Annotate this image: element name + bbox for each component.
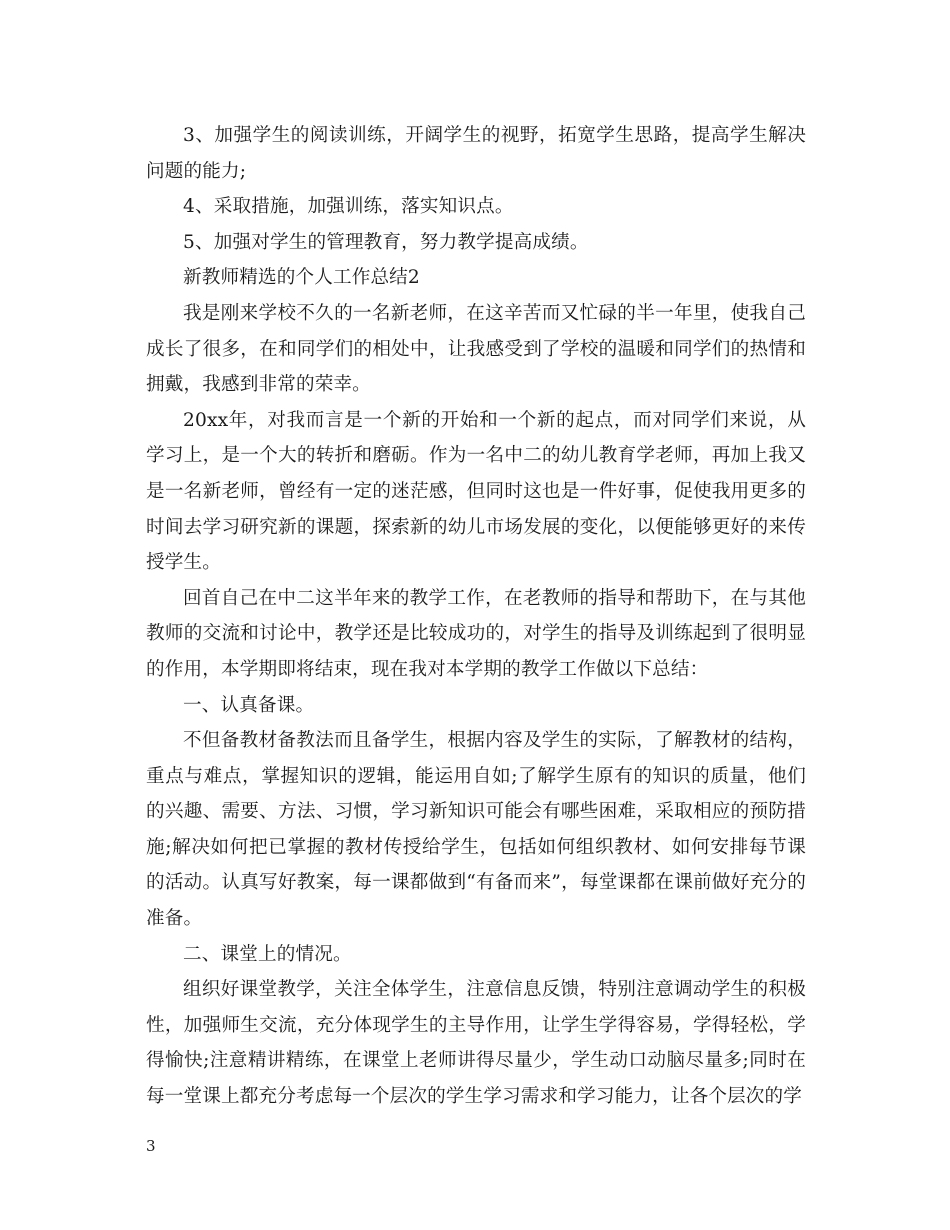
document-body <box>146 118 806 1115</box>
paragraph-review: 回首自己在中二这半年来的教学工作，在老教师的指导和帮助下，在与其他教师的交流和讨论中，教学还是比较成功的，对学生的指导及训练起到了很明显的作用，本学期即将结束，现在我对本学期的教学工作做以下总结： <box>146 587 806 680</box>
paragraph-prepare-lessons: 不但备教材备教法而且备学生，根据内容及学生的实际，了解教材的结构，重点与难点，掌握知识的逻辑，能运用自如;了解学生原有的知识的质量，他们的兴趣、需要、方法、习惯，学习新知识可能会有哪些困难，采取相应的预防措施;解决如何把已掌握的教材传授给学生，包括如何组织教材、如何安排每节课的活动。认真写好教案，每一课都做到“有备而来”，每堂课都在课前做好充分的准备。 <box>146 730 806 930</box>
paragraph-intro: 我是刚来学校不久的一名新老师，在这辛苦而又忙碌的半一年里，使我自己成长了很多，在和同学们的相处中，让我感受到了学校的温暖和同学们的热情和拥戴，我感到非常的荣幸。 <box>146 302 806 396</box>
paragraph-classroom: 组织好课堂教学，关注全体学生，注意信息反馈，特别注意调动学生的积极性，加强师生交流，充分体现学生的主导作用，让学生学得容易，学得轻松，学得愉快;注意精讲精练，在课堂上老师讲得尽量少，学生动口动脑尽量多;同时在每一堂课上都充分考虑每一个层次的学生学习需求和学习能力，让各个层次的学 <box>146 979 806 1108</box>
heading-classroom: 二、课堂上的情况。 <box>183 943 352 965</box>
page-number: 3 <box>146 1137 156 1155</box>
paragraph-new-start: 20xx年，对我而言是一个新的开始和一个新的起点，而对同学们来说，从学习上，是一个大的转折和磨砺。作为一名中二的幼儿教育学老师，再加上我又是一名新老师，曾经有一定的迷茫感，但同时这也是一件好事，促使我用更多的时间去学习研究新的课题，探索新的幼儿市场发展的变化，以便能够更好的来传授学生。 <box>146 409 806 574</box>
heading-prepare-lessons: 一、认真备课。 <box>183 694 315 716</box>
paragraph-point-3: 3、加强学生的阅读训练，开阔学生的视野，拓宽学生思路，提高学生解决问题的能力; <box>146 125 806 182</box>
paragraph-point-4: 4、采取措施，加强训练，落实知识点。 <box>183 196 514 218</box>
section-title: 新教师精选的个人工作总结2 <box>183 267 420 289</box>
paragraph-point-5: 5、加强对学生的管理教育，努力教学提高成绩。 <box>183 231 589 253</box>
